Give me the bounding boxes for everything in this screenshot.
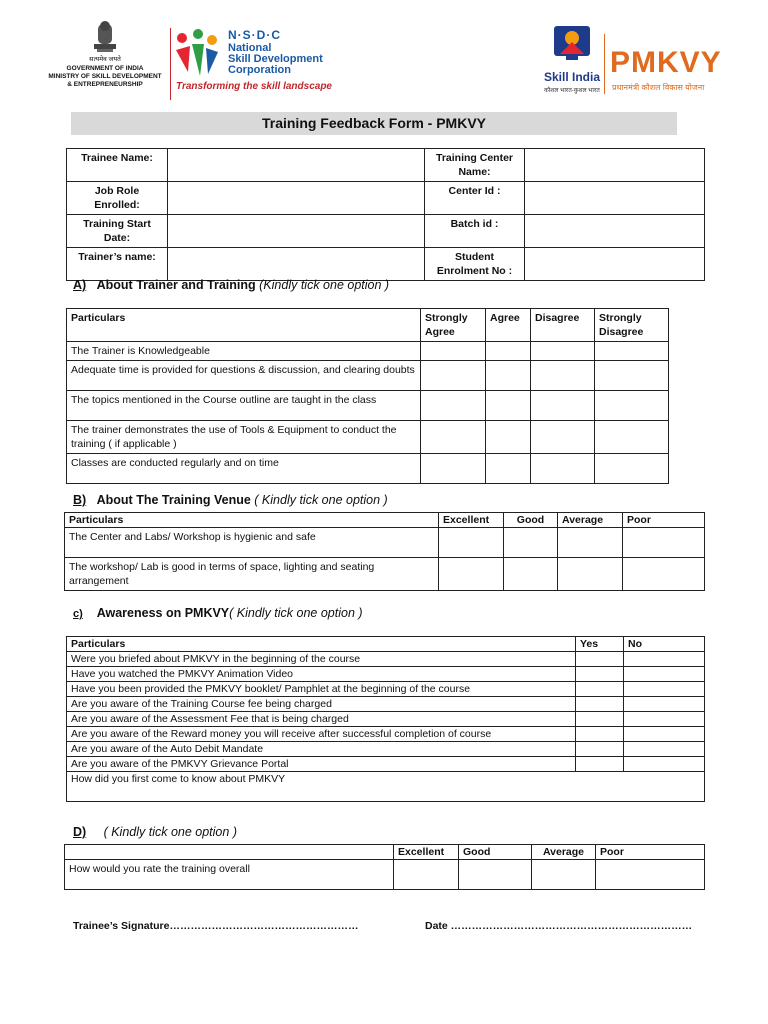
tick-cell[interactable] bbox=[576, 757, 624, 772]
tick-cell[interactable] bbox=[624, 682, 705, 697]
tick-cell[interactable] bbox=[576, 667, 624, 682]
skill-india-text: Skill India bbox=[543, 70, 600, 84]
national-emblem-icon bbox=[88, 20, 122, 56]
tick-cell[interactable] bbox=[486, 342, 531, 361]
c-row-text: Have you been provided the PMKVY booklet/ Pamphlet at the beginning of the course bbox=[67, 682, 576, 697]
tick-cell[interactable] bbox=[504, 558, 558, 591]
table-row bbox=[67, 421, 669, 454]
c-row-text: Have you watched the PMKVY Animation Video bbox=[67, 667, 576, 682]
a-header-strongly-disagree: Strongly Disagree bbox=[595, 309, 669, 342]
tick-cell[interactable] bbox=[439, 558, 504, 591]
tick-cell[interactable] bbox=[486, 391, 531, 421]
c-header-yes: Yes bbox=[576, 637, 624, 652]
skill-india-logo bbox=[536, 24, 608, 100]
section-b-title: About The Training Venue bbox=[96, 493, 251, 507]
table-row bbox=[67, 772, 705, 802]
tick-cell[interactable] bbox=[596, 860, 705, 890]
table-row bbox=[67, 682, 705, 697]
nsdc-people-icon bbox=[172, 28, 222, 84]
table-row bbox=[67, 454, 669, 484]
tick-cell[interactable] bbox=[595, 391, 669, 421]
skill-india-hindi: कौशल भारत-कुशल भारत bbox=[544, 88, 600, 94]
nsdc-line-3: Corporation bbox=[228, 64, 291, 76]
nsdc-tagline: Transforming the skill landscape bbox=[176, 81, 332, 92]
section-a-table bbox=[66, 308, 669, 484]
trainer-name-label: Trainer’s name: bbox=[67, 248, 168, 281]
form-title-text: Training Feedback Form - PMKVY bbox=[261, 115, 487, 131]
nsdc-abbr: N·S·D·C bbox=[228, 28, 281, 42]
a-row-text: Adequate time is provided for questions & discussion, and clearing doubts bbox=[67, 361, 421, 391]
section-a-note: (Kindly tick one option ) bbox=[259, 278, 390, 292]
a-row-text: The topics mentioned in the Course outline are taught in the class bbox=[67, 391, 421, 421]
tick-cell[interactable] bbox=[421, 342, 486, 361]
table-row bbox=[67, 667, 705, 682]
govt-line-3: & ENTREPRENEURSHIP bbox=[67, 81, 143, 88]
tick-cell[interactable] bbox=[624, 712, 705, 727]
date-line[interactable]: Date …………………………………………………………… bbox=[425, 920, 693, 932]
tick-cell[interactable] bbox=[558, 558, 623, 591]
b-row-text: The workshop/ Lab is good in terms of space, lighting and seating arrangement bbox=[65, 558, 439, 591]
c-row-text: Are you aware of the Reward money you will receive after successful completion of course bbox=[67, 727, 576, 742]
d-row-text: How would you rate the training overall bbox=[65, 860, 394, 890]
b-header-good: Good bbox=[504, 513, 558, 528]
trainer-name-field[interactable] bbox=[168, 248, 425, 281]
d-header-good: Good bbox=[459, 845, 532, 860]
d-header-excellent: Excellent bbox=[394, 845, 459, 860]
tick-cell[interactable] bbox=[558, 528, 623, 558]
section-b-note: ( Kindly tick one option ) bbox=[254, 493, 388, 507]
tick-cell[interactable] bbox=[624, 757, 705, 772]
section-a-letter: A) bbox=[73, 278, 87, 292]
c-row-text: Are you aware of the Assessment Fee that is being charged bbox=[67, 712, 576, 727]
batch-id-field[interactable] bbox=[525, 215, 705, 248]
tick-cell[interactable] bbox=[624, 697, 705, 712]
govt-line-1: GOVERNMENT OF INDIA bbox=[66, 65, 144, 72]
pmkvy-divider bbox=[604, 34, 605, 94]
tick-cell[interactable] bbox=[421, 361, 486, 391]
tick-cell[interactable] bbox=[624, 727, 705, 742]
govt-motto: सत्यमेव जयते bbox=[89, 56, 121, 63]
table-row bbox=[67, 712, 705, 727]
tick-cell[interactable] bbox=[623, 528, 705, 558]
section-b-letter: B) bbox=[73, 493, 87, 507]
center-name-label: Training Center Name: bbox=[425, 149, 525, 182]
tick-cell[interactable] bbox=[576, 697, 624, 712]
job-role-field[interactable] bbox=[168, 182, 425, 215]
tick-cell[interactable] bbox=[459, 860, 532, 890]
a-header-disagree: Disagree bbox=[531, 309, 595, 342]
c-row-text: Are you aware of the Auto Debit Mandate bbox=[67, 742, 576, 757]
pmkvy-hindi: प्रधानमंत्री कौशल विकास योजना bbox=[612, 83, 705, 92]
nsdc-line-1: National bbox=[228, 42, 272, 54]
table-row bbox=[67, 742, 705, 757]
tick-cell[interactable] bbox=[576, 712, 624, 727]
section-c-letter: c) bbox=[73, 608, 83, 620]
section-d-note: ( Kindly tick one option ) bbox=[103, 825, 237, 839]
training-start-field[interactable] bbox=[168, 215, 425, 248]
form-title bbox=[71, 112, 677, 135]
center-name-field[interactable] bbox=[525, 149, 705, 182]
b-header-average: Average bbox=[558, 513, 623, 528]
b-header-excellent: Excellent bbox=[439, 513, 504, 528]
table-row bbox=[65, 528, 705, 558]
c-last-row-text[interactable]: How did you first come to know about PMKVY bbox=[67, 772, 705, 802]
section-c-table bbox=[66, 636, 705, 802]
tick-cell[interactable] bbox=[532, 860, 596, 890]
tick-cell[interactable] bbox=[576, 652, 624, 667]
trainee-info-table bbox=[66, 148, 705, 281]
center-id-field[interactable] bbox=[525, 182, 705, 215]
a-row-text: The Trainer is Knowledgeable bbox=[67, 342, 421, 361]
c-row-text: Were you briefed about PMKVY in the beginning of the course bbox=[67, 652, 576, 667]
section-c-note: ( Kindly tick one option ) bbox=[229, 606, 363, 620]
govt-line-2: MINISTRY OF SKILL DEVELOPMENT bbox=[48, 73, 162, 80]
table-row bbox=[65, 860, 705, 890]
table-row bbox=[67, 342, 669, 361]
a-row-text: The trainer demonstrates the use of Tools & Equipment to conduct the training ( if applicable ) bbox=[67, 421, 421, 454]
nsdc-line-2: Skill Development bbox=[228, 53, 323, 65]
tick-cell[interactable] bbox=[624, 652, 705, 667]
b-header-particulars: Particulars bbox=[65, 513, 439, 528]
tick-cell[interactable] bbox=[421, 391, 486, 421]
tick-cell[interactable] bbox=[624, 742, 705, 757]
trainee-name-field[interactable] bbox=[168, 149, 425, 182]
d-header-blank bbox=[65, 845, 394, 860]
trainee-name-label: Trainee Name: bbox=[67, 149, 168, 182]
a-header-strongly-agree: Strongly Agree bbox=[421, 309, 486, 342]
table-row bbox=[67, 727, 705, 742]
pmkvy-logo-text: PMKVY bbox=[610, 46, 722, 79]
section-c-heading bbox=[73, 606, 363, 620]
tick-cell[interactable] bbox=[531, 391, 595, 421]
batch-id-label: Batch id : bbox=[425, 215, 525, 248]
tick-cell[interactable] bbox=[421, 454, 486, 484]
center-id-label: Center Id : bbox=[425, 182, 525, 215]
job-role-label: Job Role Enrolled: bbox=[67, 182, 168, 215]
tick-cell[interactable] bbox=[486, 421, 531, 454]
signature-line[interactable]: Trainee’s Signature……………………………………………… bbox=[73, 920, 359, 932]
tick-cell[interactable] bbox=[421, 421, 486, 454]
training-start-label: Training Start Date: bbox=[67, 215, 168, 248]
tick-cell[interactable] bbox=[439, 528, 504, 558]
tick-cell[interactable] bbox=[595, 454, 669, 484]
enrolment-field[interactable] bbox=[525, 248, 705, 281]
a-header-particulars: Particulars bbox=[67, 309, 421, 342]
tick-cell[interactable] bbox=[576, 742, 624, 757]
tick-cell[interactable] bbox=[486, 454, 531, 484]
tick-cell[interactable] bbox=[531, 421, 595, 454]
a-row-text: Classes are conducted regularly and on time bbox=[67, 454, 421, 484]
govt-logo bbox=[40, 18, 170, 98]
tick-cell[interactable] bbox=[504, 528, 558, 558]
d-header-poor: Poor bbox=[596, 845, 705, 860]
c-header-particulars: Particulars bbox=[67, 637, 576, 652]
tick-cell[interactable] bbox=[595, 361, 669, 391]
tick-cell[interactable] bbox=[576, 727, 624, 742]
tick-cell[interactable] bbox=[394, 860, 459, 890]
section-b-table bbox=[64, 512, 705, 591]
tick-cell[interactable] bbox=[486, 361, 531, 391]
enrolment-label: Student Enrolment No : bbox=[425, 248, 525, 281]
table-row bbox=[65, 558, 705, 591]
b-header-poor: Poor bbox=[623, 513, 705, 528]
section-d-letter: D) bbox=[73, 825, 87, 839]
c-header-no: No bbox=[624, 637, 705, 652]
d-header-average: Average bbox=[532, 845, 596, 860]
section-a-title: About Trainer and Training bbox=[96, 278, 256, 292]
tick-cell[interactable] bbox=[595, 421, 669, 454]
tick-cell[interactable] bbox=[624, 667, 705, 682]
table-row bbox=[67, 757, 705, 772]
section-a-heading bbox=[73, 278, 389, 292]
section-c-title: Awareness on PMKVY bbox=[96, 606, 230, 620]
a-header-agree: Agree bbox=[486, 309, 531, 342]
section-b-heading bbox=[73, 493, 388, 507]
skill-india-icon bbox=[552, 24, 592, 64]
c-row-text: Are you aware of the Training Course fee being charged bbox=[67, 697, 576, 712]
tick-cell[interactable] bbox=[531, 454, 595, 484]
tick-cell[interactable] bbox=[576, 682, 624, 697]
table-row bbox=[67, 652, 705, 667]
table-row bbox=[67, 391, 669, 421]
nsdc-logo bbox=[172, 26, 332, 106]
tick-cell[interactable] bbox=[595, 342, 669, 361]
table-row bbox=[67, 697, 705, 712]
table-row bbox=[67, 361, 669, 391]
tick-cell[interactable] bbox=[623, 558, 705, 591]
b-row-text: The Center and Labs/ Workshop is hygienic and safe bbox=[65, 528, 439, 558]
tick-cell[interactable] bbox=[531, 342, 595, 361]
section-d-table bbox=[64, 844, 705, 890]
section-d-heading bbox=[73, 825, 237, 839]
c-row-text: Are you aware of the PMKVY Grievance Portal bbox=[67, 757, 576, 772]
tick-cell[interactable] bbox=[531, 361, 595, 391]
nsdc-divider bbox=[170, 28, 171, 100]
pmkvy-logo bbox=[608, 40, 728, 100]
